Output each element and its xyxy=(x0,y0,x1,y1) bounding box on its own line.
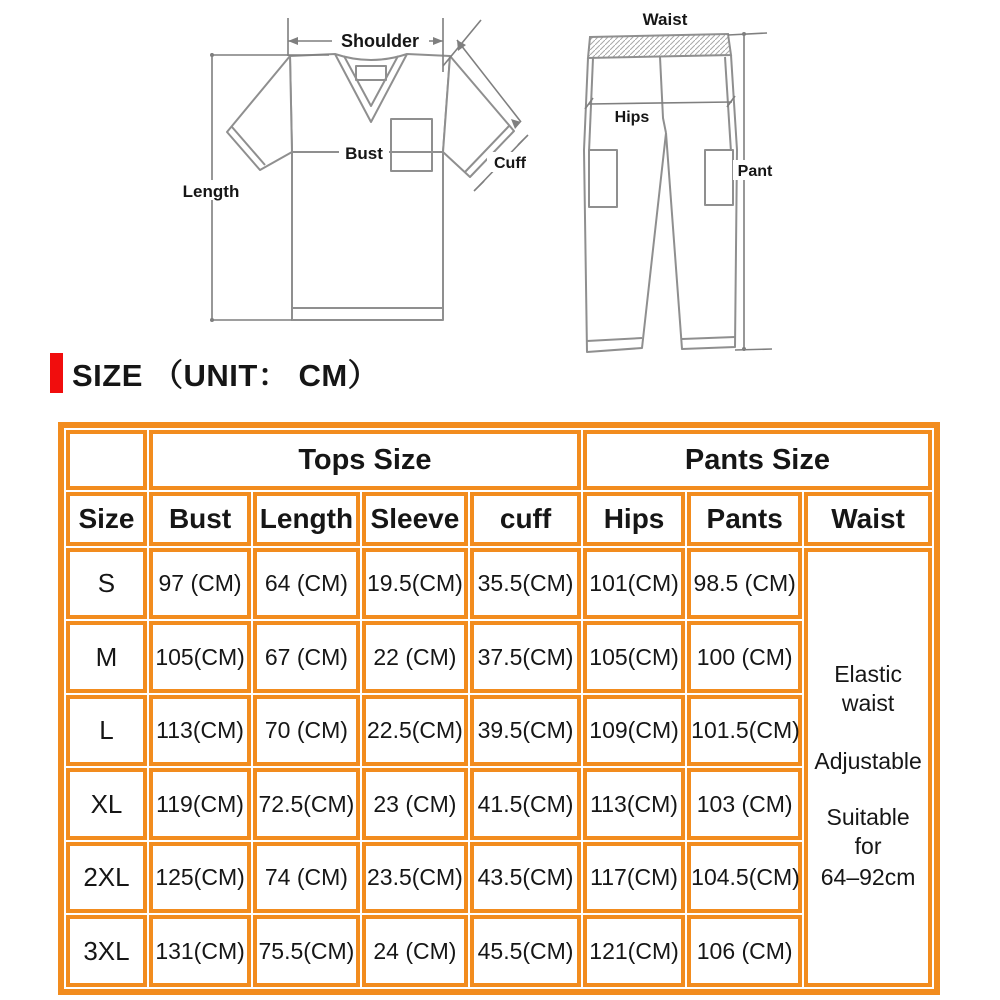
waist-note-cell xyxy=(804,548,932,987)
table-cell: 22 (CM) xyxy=(362,621,469,692)
table-cell: 43.5(CM) xyxy=(470,842,581,913)
bust-label: Bust xyxy=(345,144,383,163)
length-label: Length xyxy=(182,182,240,201)
column-header-cuff: cuff xyxy=(470,492,581,546)
size-table xyxy=(58,422,940,995)
pants-size-group-header: Pants Size xyxy=(583,430,932,490)
table-cell: 125(CM) xyxy=(149,842,251,913)
table-cell: L xyxy=(66,695,147,766)
table-cell: 22.5(CM) xyxy=(362,695,469,766)
column-header-length: Length xyxy=(253,492,360,546)
table-cell: 98.5 (CM) xyxy=(687,548,802,619)
scrub-pants-diagram xyxy=(560,0,840,380)
table-cell: S xyxy=(66,548,147,619)
elastic-waistband xyxy=(588,34,731,58)
table-row xyxy=(66,548,932,619)
table-group-header-row xyxy=(66,430,932,490)
table-cell: 37.5(CM) xyxy=(470,621,581,692)
table-cell: 35.5(CM) xyxy=(470,548,581,619)
hips-label: Hips xyxy=(614,109,650,126)
table-cell: 23.5(CM) xyxy=(362,842,469,913)
column-header-sleeve: Sleeve xyxy=(362,492,469,546)
shoulder-label: Shoulder xyxy=(340,31,420,51)
table-cell: 24 (CM) xyxy=(362,915,469,987)
table-cell: 104.5(CM) xyxy=(687,842,802,913)
table-cell: 74 (CM) xyxy=(253,842,360,913)
table-cell: 3XL xyxy=(66,915,147,987)
table-cell: 45.5(CM) xyxy=(470,915,581,987)
table-cell: 19.5(CM) xyxy=(362,548,469,619)
table-cell: 23 (CM) xyxy=(362,768,469,839)
table-cell: 103 (CM) xyxy=(687,768,802,839)
waist-note: 64–92cm xyxy=(820,863,916,890)
column-header-waist: Waist xyxy=(804,492,932,546)
waist-note: Suitable for xyxy=(826,804,910,859)
table-cell: 72.5(CM) xyxy=(253,768,360,839)
section-heading xyxy=(50,350,379,395)
cuff-label: Cuff xyxy=(494,155,526,172)
table-cell: 119(CM) xyxy=(149,768,251,839)
table-cell: 113(CM) xyxy=(583,768,685,839)
table-cell: XL xyxy=(66,768,147,839)
table-cell: 117(CM) xyxy=(583,842,685,913)
table-cell: 101(CM) xyxy=(583,548,685,619)
table-cell: 41.5(CM) xyxy=(470,768,581,839)
table-cell: 105(CM) xyxy=(583,621,685,692)
column-header-pants: Pants xyxy=(687,492,802,546)
corner-cell xyxy=(66,430,147,490)
red-accent-bar xyxy=(50,353,63,393)
table-cell: 113(CM) xyxy=(149,695,251,766)
table-cell: 101.5(CM) xyxy=(687,695,802,766)
table-cell: 121(CM) xyxy=(583,915,685,987)
column-header-hips: Hips xyxy=(583,492,685,546)
table-row xyxy=(66,768,932,839)
column-header-size: Size xyxy=(66,492,147,546)
waist-note: Elastic waist xyxy=(834,660,902,716)
table-cell: 2XL xyxy=(66,842,147,913)
table-row xyxy=(66,915,932,987)
section-title: SIZE （UNIT： CM） xyxy=(72,358,380,393)
waist-notes xyxy=(808,644,928,892)
table-row xyxy=(66,842,932,913)
table-cell: 109(CM) xyxy=(583,695,685,766)
table-cell: 106 (CM) xyxy=(687,915,802,987)
waist-note: Adjustable xyxy=(814,748,922,775)
pant-label: Pant xyxy=(737,163,773,180)
table-cell: 97 (CM) xyxy=(149,548,251,619)
column-header-bust: Bust xyxy=(149,492,251,546)
table-cell: 39.5(CM) xyxy=(470,695,581,766)
table-cell: 75.5(CM) xyxy=(253,915,360,987)
table-cell: 67 (CM) xyxy=(253,621,360,692)
table-column-header-row xyxy=(66,492,932,546)
tops-size-group-header: Tops Size xyxy=(149,430,581,490)
table-row xyxy=(66,695,932,766)
table-cell: M xyxy=(66,621,147,692)
table-cell: 105(CM) xyxy=(149,621,251,692)
table-cell: 131(CM) xyxy=(149,915,251,987)
table-cell: 64 (CM) xyxy=(253,548,360,619)
table-row xyxy=(66,621,932,692)
scrub-top-diagram xyxy=(140,0,540,360)
table-cell: 70 (CM) xyxy=(253,695,360,766)
table-cell: 100 (CM) xyxy=(687,621,802,692)
waist-label: Waist xyxy=(642,10,688,29)
